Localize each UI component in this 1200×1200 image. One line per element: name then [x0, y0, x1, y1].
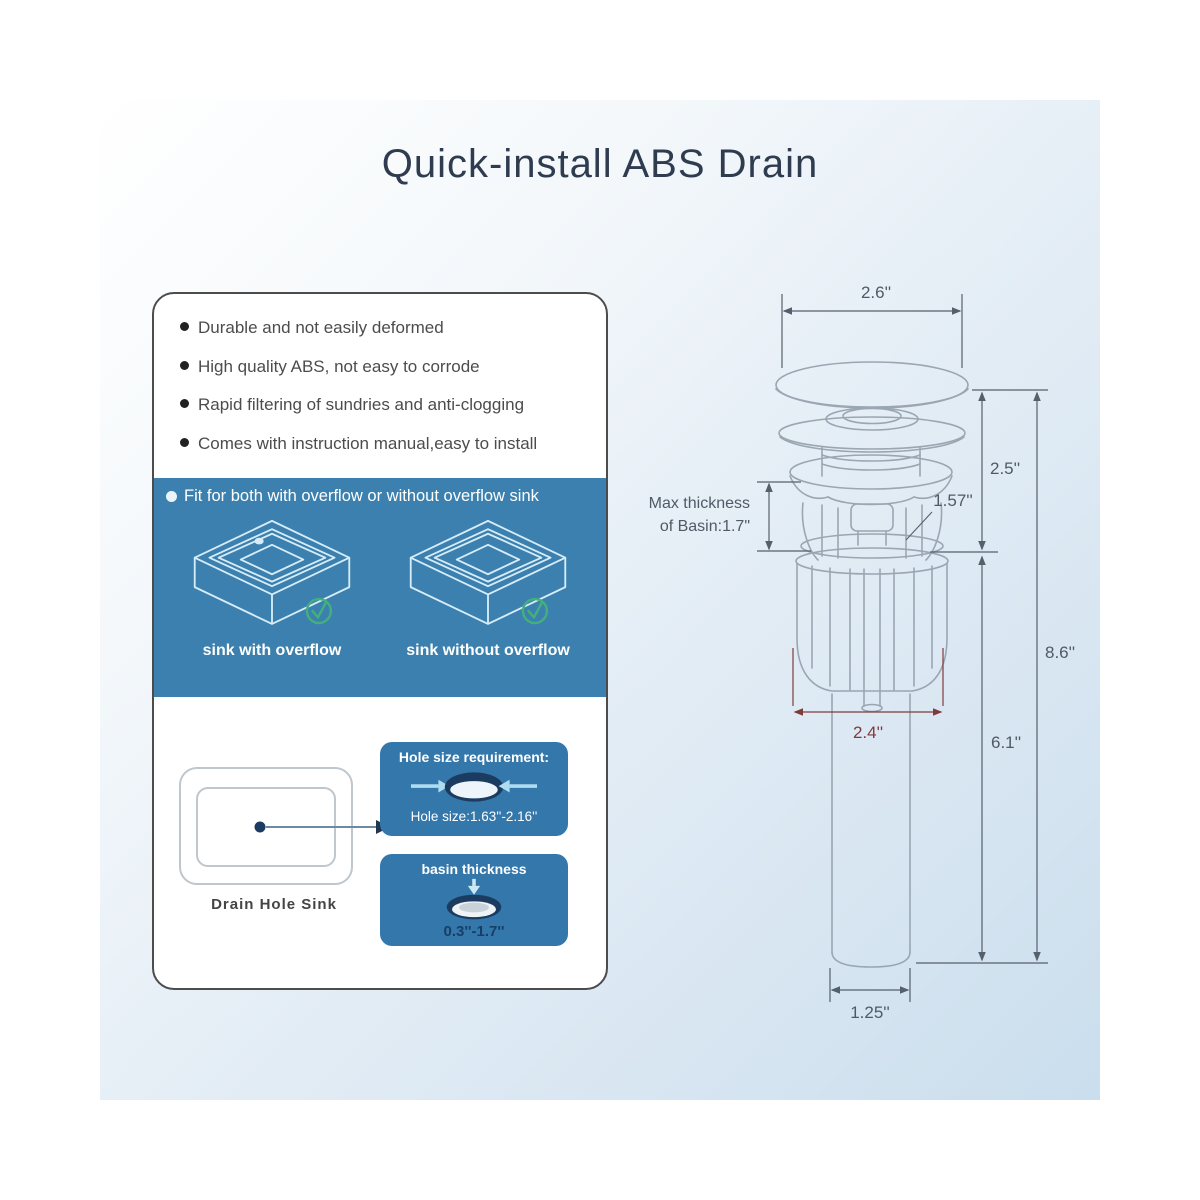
drain-hole-sink-label: Drain Hole Sink [211, 896, 337, 913]
overflow-heading-text: Fit for both with overflow or without overflow sink [184, 487, 539, 505]
sink-examples-row [164, 508, 596, 660]
page-title: Quick-install ABS Drain [381, 142, 819, 186]
dimension-tube-width [830, 968, 910, 1002]
sink-with-overflow-drawing [172, 508, 372, 646]
inward-arrow-left-icon [411, 780, 449, 793]
dimension-cap-width [782, 294, 962, 368]
basin-thickness-graphic [389, 878, 559, 922]
check-icon [307, 599, 331, 623]
sink-label: sink without overflow [406, 642, 570, 659]
bullet-icon [166, 491, 177, 502]
feature-card [152, 292, 608, 990]
dimension-cage-width [793, 648, 943, 712]
bullet-icon [180, 438, 189, 447]
feature-text: Comes with instruction manual,easy to install [198, 433, 538, 453]
feature-item [180, 357, 592, 377]
inward-arrow-right-icon [499, 780, 537, 793]
drain-hole-dot-icon [255, 822, 266, 833]
hole-size-value: Hole size:1.63''-2.16'' [410, 809, 538, 824]
bullet-icon [180, 322, 189, 331]
dimension-label: 1.25'' [850, 1003, 890, 1022]
sink-label: sink with overflow [202, 642, 342, 659]
dimension-label: 2.5'' [990, 459, 1021, 478]
feature-list [154, 294, 606, 453]
dimension-label: 6.1'' [991, 733, 1022, 752]
drain-hole-sink-diagram [176, 764, 396, 896]
feature-item [180, 318, 592, 338]
basin-thickness-value: 0.3''-1.7'' [443, 923, 505, 940]
feature-text: High quality ABS, not easy to corrode [198, 356, 480, 376]
dimension-label: Max thickness [648, 495, 750, 512]
sink-with-overflow [164, 508, 380, 660]
dimension-label: 2.6'' [860, 283, 892, 302]
overflow-panel-heading [166, 487, 596, 506]
leader-line [906, 512, 932, 540]
feature-item [180, 395, 592, 415]
down-arrow-icon [468, 879, 480, 895]
basin-thickness-box [380, 854, 568, 946]
overflow-hole-icon [255, 539, 262, 544]
bullet-icon [180, 399, 189, 408]
basin-thickness-title: basin thickness [421, 861, 527, 877]
drain-technical-diagram [600, 250, 1100, 1050]
drain-illustration [776, 362, 968, 967]
sink-without-overflow [380, 508, 596, 660]
infographic-canvas [100, 100, 1100, 1100]
dimension-label: 8.6'' [1045, 643, 1076, 662]
hole-size-graphic [389, 766, 559, 808]
feature-text: Durable and not easily deformed [198, 318, 444, 337]
bullet-icon [180, 361, 189, 370]
dimension-label: of Basin:1.7" [659, 518, 750, 535]
overflow-compatibility-panel [154, 478, 606, 697]
check-icon [523, 599, 547, 623]
feature-text: Rapid filtering of sundries and anti-clogging [198, 395, 525, 415]
dimension-label: 1.57'' [933, 491, 973, 510]
hole-size-requirement-box [380, 742, 568, 836]
dimension-label: 2.4'' [852, 723, 884, 742]
hole-size-title: Hole size requirement: [398, 749, 550, 765]
sink-without-overflow-drawing [388, 508, 588, 646]
feature-item [180, 434, 592, 454]
